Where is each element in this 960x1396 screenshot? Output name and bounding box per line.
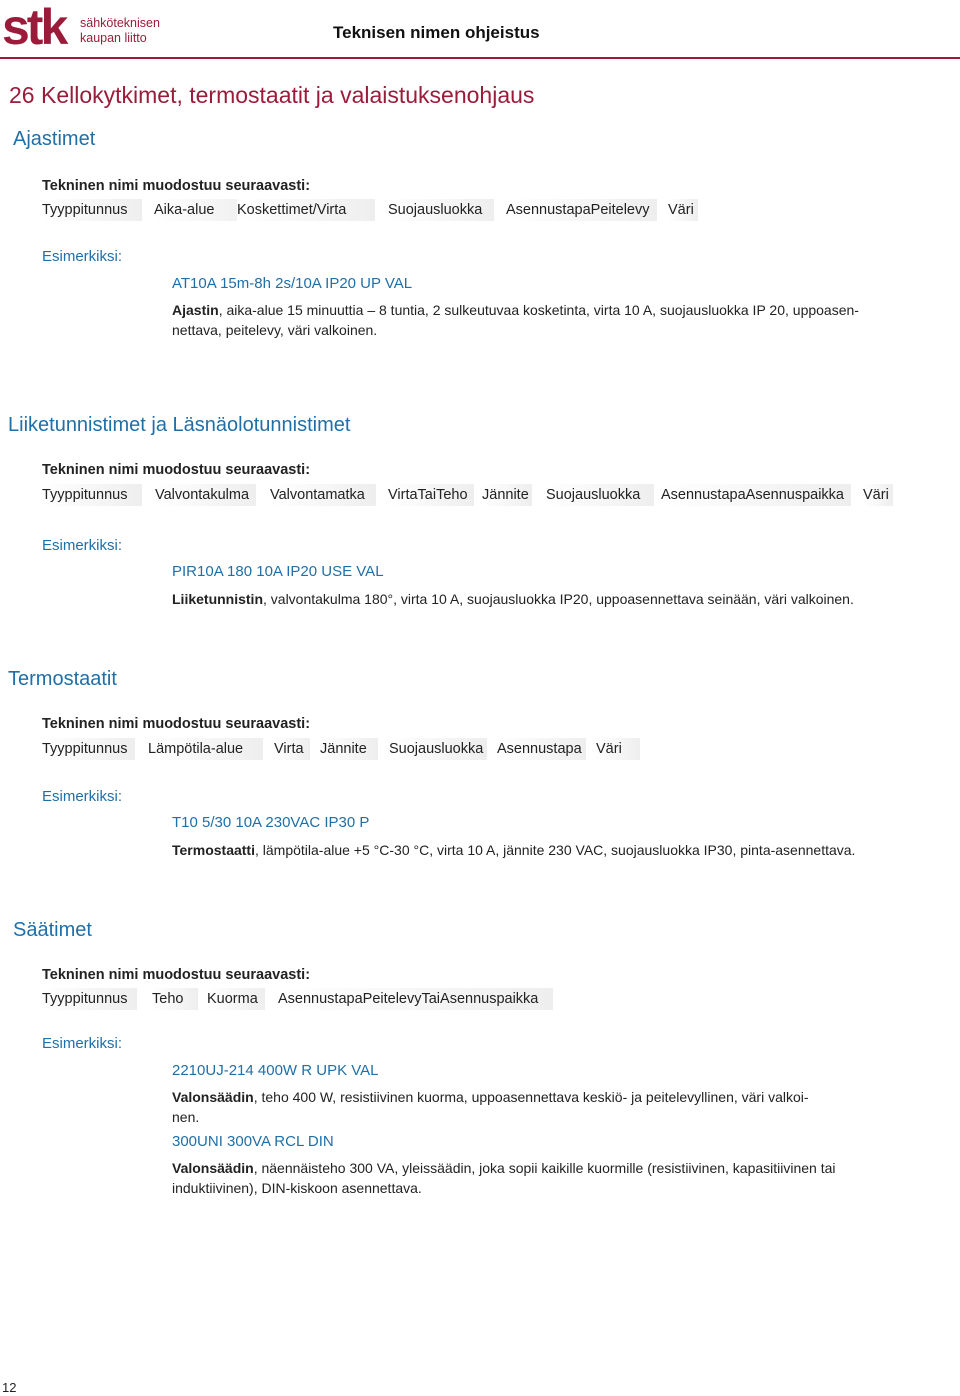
stk-logo (0, 0, 160, 55)
chapter-title: 26 Kellokytkimet, termostaatit ja valaistuksenohjaus (9, 82, 535, 108)
field-chip: Suojausluokka (546, 484, 654, 506)
page-header (0, 0, 960, 60)
description-term: Liiketunnistin (172, 591, 263, 607)
field-chip: Väri (596, 738, 640, 760)
field-chip: Jännite (320, 738, 378, 760)
description-term: Valonsäädin (172, 1089, 254, 1105)
field-chip: Kuorma (207, 988, 265, 1010)
example-label: Esimerkiksi: (42, 248, 123, 265)
field-chip: Suojausluokka (388, 199, 494, 221)
logo-mark: stk (2, 0, 66, 55)
formula-label: Tekninen nimi muodostuu seuraavasti: (42, 462, 311, 478)
field-chip: Aika-alue (154, 199, 258, 221)
example-label: Esimerkiksi: (42, 788, 123, 805)
field-chip: Valvontamatka (270, 484, 376, 506)
example-description (172, 589, 854, 609)
description-text: , teho 400 W, resistiivinen kuorma, uppoasennettava keskiö- ja peitelevyllinen, väri valkoi- (253, 1089, 809, 1105)
description-text: induktiivinen), DIN-kiskoon asennettava. (172, 1180, 422, 1196)
section-title-liiketunnistimet: Liiketunnistimet ja Läsnäolotunnistimet (8, 414, 351, 436)
description-term: Termostaatti (172, 842, 255, 858)
example-code: 2210UJ-214 400W R UPK VAL (172, 1062, 379, 1079)
document-title: Teknisen nimen ohjeistus (333, 23, 540, 42)
description-text: , valvontakulma 180°, virta 10 A, suojausluokka IP20, uppoasennettava seinään, väri valkoinen. (263, 591, 854, 607)
field-chip: AsennustapaAsennuspaikka (661, 484, 851, 506)
example-description (172, 1087, 809, 1127)
logo-line-2: kaupan liitto (80, 31, 147, 45)
field-chip: Koskettimet/Virta (237, 199, 375, 221)
field-chip: Väri (863, 484, 893, 506)
example-code: T10 5/30 10A 230VAC IP30 P (172, 814, 370, 831)
description-text: , näennäisteho 300 VA, yleissäädin, joka sopii kaikille kuormille (resistiivinen, kapasitiivinen tai (253, 1160, 836, 1176)
field-chip: Väri (668, 199, 698, 221)
description-text: , lämpötila-alue +5 °C-30 °C, virta 10 A, jännite 230 VAC, suojausluokka IP30, pinta-asennettava. (254, 842, 856, 858)
field-chip: Suojausluokka (389, 738, 487, 760)
logo-subtitle (80, 16, 160, 46)
field-chip: Virta (274, 738, 310, 760)
section-title-saatimet: Säätimet (13, 919, 92, 941)
formula-label: Tekninen nimi muodostuu seuraavasti: (42, 178, 311, 194)
example-code: AT10A 15m-8h 2s/10A IP20 UP VAL (172, 275, 413, 292)
example-label: Esimerkiksi: (42, 537, 123, 554)
field-chip: Valvontakulma (155, 484, 256, 506)
field-chip: Teho (152, 988, 198, 1010)
description-text: nen. (172, 1109, 200, 1125)
field-chip: VirtaTaiTeho (388, 484, 474, 506)
field-chip: Tyyppitunnus (42, 484, 142, 506)
section-title-ajastimet: Ajastimet (13, 128, 96, 150)
description-term: Valonsäädin (172, 1160, 254, 1176)
section-title-termostaatit: Termostaatit (8, 668, 117, 690)
field-chip: AsennustapaPeitelevy (506, 199, 657, 221)
field-chip: Tyyppitunnus (42, 199, 142, 221)
example-code: 300UNI 300VA RCL DIN (172, 1133, 334, 1150)
field-chip: Jännite (482, 484, 532, 506)
logo-line-1: sähköteknisen (80, 16, 160, 30)
description-text: , aika-alue 15 minuuttia – 8 tuntia, 2 sulkeutuvaa kosketinta, virta 10 A, suojausluokka IP 20, uppoasen- (218, 302, 859, 318)
field-chip: Lämpötila-alue (148, 738, 263, 760)
formula-label: Tekninen nimi muodostuu seuraavasti: (42, 716, 311, 732)
formula-label: Tekninen nimi muodostuu seuraavasti: (42, 967, 311, 983)
description-text: nettava, peitelevy, väri valkoinen. (172, 322, 378, 338)
field-chip: Tyyppitunnus (42, 988, 137, 1010)
page-number: 12 (2, 1380, 17, 1395)
header-divider (0, 57, 960, 59)
field-chip: AsennustapaPeitelevyTaiAsennuspaikka (278, 988, 553, 1010)
description-term: Ajastin (172, 302, 219, 318)
example-description (172, 1158, 836, 1198)
example-description (172, 300, 859, 340)
example-description (172, 840, 855, 860)
field-chip: Tyyppitunnus (42, 738, 135, 760)
field-chip: Asennustapa (497, 738, 586, 760)
example-code: PIR10A 180 10A IP20 USE VAL (172, 563, 384, 580)
example-label: Esimerkiksi: (42, 1035, 123, 1052)
